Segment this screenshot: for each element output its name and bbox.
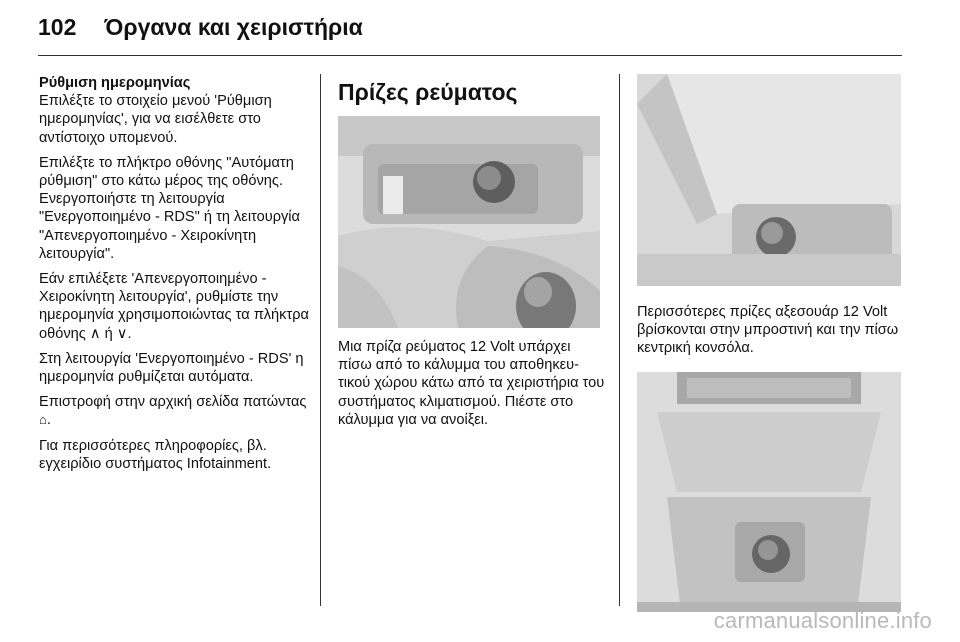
paragraph	[39, 393, 311, 429]
paragraph	[39, 270, 311, 343]
accessory-outlets-column	[637, 74, 903, 612]
section-title: Πρίζες ρεύματος	[338, 79, 518, 105]
page-title: Όργανα και χειριστήρια	[104, 14, 363, 40]
down-arrow-icon: ∨	[116, 325, 128, 342]
power-outlets-column	[338, 74, 606, 436]
front-outlet-photo	[338, 116, 600, 328]
period: .	[46, 412, 51, 429]
page-number: 102	[38, 14, 77, 40]
period: .	[127, 325, 132, 342]
up-arrow-icon: ∧	[89, 325, 101, 342]
paragraph: Για περισσότερες πληροφορίες, βλ. εγχειρίδιο συστήματος Infotainment.	[39, 437, 272, 472]
paragraph-text: Επιστροφή στην αρχική σελίδα πατώντας	[39, 394, 307, 411]
paragraph: Στη λειτουργία 'Ενεργοποιημένο - RDS' η ημερομηνία ρυθμίζεται αυτόματα.	[39, 350, 304, 386]
column-divider	[619, 74, 620, 606]
rear-console-outlet-photo	[637, 372, 901, 612]
home-icon: ⌂	[39, 412, 47, 428]
column-divider	[320, 74, 321, 606]
photo-caption: Μια πρίζα ρεύματος 12 Volt υπάρχει πίσω από το κάλυμμα του αποθηκευτικού χώρου κάτω από τα χειριστήρια του συστήματος κλιματισμού. Πιέστε στο κάλυμμα για να ανοίξει.	[338, 339, 605, 428]
or-word: ή	[104, 325, 113, 342]
header-divider	[38, 55, 902, 56]
paragraph-text: Εάν επιλέξετε 'Απενεργοποιημένο - Χειροκίνητη λειτουργία', ρυθμίστε την ημερομηνία χρησιμοποιώντας τα πλήκτρα οθόνης	[39, 271, 309, 342]
paragraph: Επιλέξτε το στοιχείο μενού 'Ρύθμιση ημερομηνίας', για να εισέλθετε στο αντίστοιχο υπομενού.	[39, 93, 272, 146]
date-setting-heading: Ρύθμιση ημερομηνίας	[39, 75, 191, 91]
center-console-outlet-photo	[637, 74, 901, 286]
photo-caption: Περισσότερες πρίζες αξεσουάρ 12 Volt βρίσκονται στην μπροστινή και την πίσω κεντρική κονσόλα.	[637, 304, 899, 357]
date-settings-column	[39, 74, 311, 480]
watermark: carmanualsonline.info	[713, 608, 932, 633]
page-header	[38, 14, 363, 48]
paragraph: Επιλέξτε το πλήκτρο οθόνης "Αυτόματη ρύθμιση" στο κάτω μέρος της οθόνης. Ενεργοποιήστε τη λειτουργία "Ενεργοποιημένο - RDS" ή τη λειτουργία "Απενεργοποιημένο - Χειροκίνητη λειτουργία".	[39, 154, 300, 262]
